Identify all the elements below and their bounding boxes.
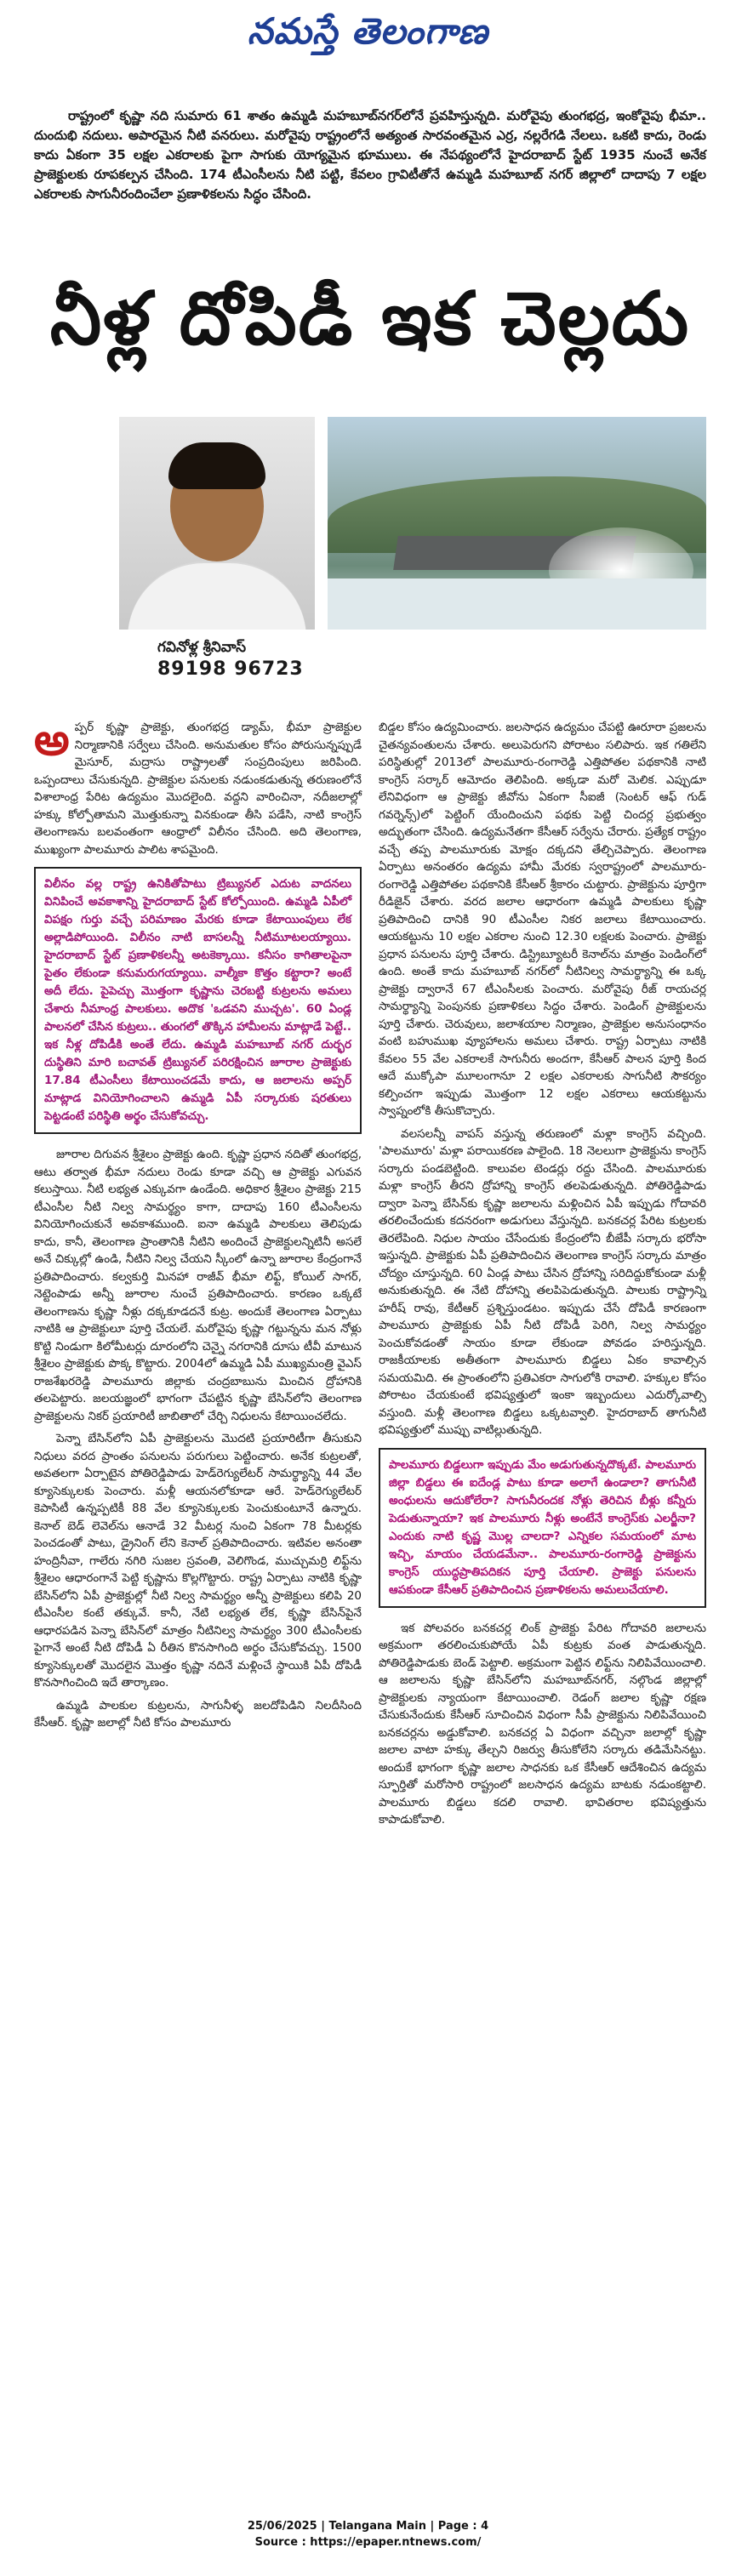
author-byline [157, 636, 345, 681]
right-paragraph-1: బిడ్డల కోసం ఉద్యమించారు. జలసాధన ఉద్యమం చేపట్టి ఊరూరా ప్రజలను చైతన్యవంతులను చేశారు. అలుపెరుగని పోరాటం సలిపారు. ఇక గతిలేని పరిస్థితుల్లో 2013లో పాలమూరు-రంగారెడ్డి ఎత్తిపోతల పథకానికి నాటి కాంగ్రెస్ సర్కార్ ఆమోదం తెలిపింది. అక్కడా మరో మెలిక. ఎప్పుడూ లేనివిధంగా ఆ ప్రాజెక్టు జీవోను ఏకంగా సీఐజీ (సెంటర్ ఆఫ్ గుడ్ గవర్నెన్స్)లో పెట్టింగ్ యేందించుని పథకు పెట్టి చిందర్ల ప్రభుత్వం అద్భుతంగా చేసింది. ఉద్యమనేతగా కేసీఆర్ సర్వేను చేరారు. ప్రత్యేక రాష్ట్రం వచ్చే తప్ప పాలమూరుకు మోక్షం దక్కదని తేల్చిచెప్పారు. తెలంగాణ ఏర్పాటు అనంతరం ఉద్యమ హామీ మేరకు స్వరాష్ట్రంలో పాలమూరు-రంగారెడ్డి ఎత్తిపోతల పథకానికి కేసీఆర్ శ్రీకారం చుట్టారు. ప్రాజెక్టును పూర్తిగా రీడిజైన్ చేశారు. వరద జలాల ఆధారంగా ఉమ్మడి పాలకులు కృష్ణా ప్రతిపాదించి దానికి 90 టీఎంసీల నికర జలాలు కేటాయించారు. ఆయకట్టును 10 లక్షల ఎకరాల నుంచి 12.30 లక్షలకు పెంచారు. ప్రాజెక్టు ప్రధాన పనులను పూర్తి చేశారు. డిస్ట్రిబ్యూటరీ కెనాల్‌ను మాత్రం పెండింగ్‌లో ఉంది. అంతే కాదు మహబూబ్ నగర్‌లో నీటినిల్వ సామర్థ్యాన్ని ఈ ఒక్క ప్రాజెక్టు ద్వారానే 67 టీఎంసీలకు పెంచారు. మరోవైపు రీజ్ రాయచర్ల సామర్థ్యాన్ని పెంపునకు ప్రణాళికలు సిద్ధం చేశారు. పెండింగ్ ప్రాజెక్టులను పూర్తి చేశారు. చెరువులు, జలాశయాల నిర్మాణం, ప్రాజెక్టుల అనుసంధానం వంటి బహుముఖ వ్యూహాలను అమలు చేశారు. రాష్ట్ర ఏర్పాటు నాటికి కేవలం 55 వేల ఎకరాలకే సాగునీరు అందగా, కేసీఆర్ పాలన పూర్తి కింద ఆదే ముక్కోపా మూలంగానూ 2 లక్షల ఎకరాలకు సాగునీటి సౌకర్యం కల్పించగా ఇప్పుడు మొత్తంగా 12 లక్షల ఎకరాలు ఆయకట్టును స్వాప్నంలోకి తీసుకొచ్చారు. [379, 721, 706, 1118]
left-paragraph-3: పెన్నా బేసిన్‌లోని ఏపీ ప్రాజెక్టులను మొదటి ప్రయారిటీగా తీసుకుని నిధులు వరద ప్రాంతం పనులను పరుగులు పెట్టించారు. అనేక కుట్రలతో, అవతలగా ఏర్పాటైన పోతిరెడ్డిపాడు హెడ్‌రెగ్యులేటర్ సామర్థ్యాన్ని 44 వేల క్యూసెక్కులకు పెంచారు. మళ్లీ ఆయనలోకూడా ఆరే. హెడ్‌రెగ్యులేటర్ కెపాసిటీ ఉన్నప్పటికీ 88 వేల క్యూసెక్కులకు పెంచుకుంటూనే ఉన్నారు. కెనాల్ బెడ్ లెవెల్‌ను ఆనాడే 32 మీటర్ల నుంచి ఏకంగా 78 మీటర్లకు పెంచడంతో పాటు, డ్రైనింగ్ లేని కెనాల్ ప్రతిపాదించారు. ఇటివల అనంతా హంద్రినీవా, గాలేరు నగిరి సుజల స్రవంతి, వెలిగొండ, ముచ్చుమర్రి లిఫ్ట్‌ను శ్రీశైలం ఆధారంగానే పెట్టి కృష్ణాను కొల్లగొట్టారు. రాష్ట్ర ఏర్పాటు నాటికి కృష్ణా బేసిన్‌లోని ఏపీ ప్రాజెక్టుల్లో నీటి నిల్వ సామర్థ్యం అన్నీ ప్రాజెక్టులు కలిపి 20 టీఎంసీల కంటే తక్కువే. కానీ, నేటి లభ్యత లేక, కృష్ణా బేసిన్‌పైనే ఆధారపడిన పెన్నా బేసిన్‌లో మాత్రం నీటినిల్వ సామర్థ్యం 300 టీఎంసీలకు పైగానే అంటే నీటి దోపిడీ ఏ రీతిన కొనసాగింది అర్థం చేసుకోవచ్చు. 1500 క్యూసెక్కులతో మొదలైన మొత్తం కృష్ణా నదినే మళ్లించే స్థాయికి ఏపీ దోపిడీ కొనసాగించింది ఇదే తార్కాణం. [34, 1432, 362, 1690]
dam-photo-water [328, 578, 706, 630]
author-photo [119, 417, 315, 630]
pull-quote-1: విలీనం వల్ల రాష్ట్ర ఉనికితోపాటు ట్రిబ్యునల్ ఎదుట వాదనలు వినిపించే అవకాశాన్ని హైదరాబాద్ స్టేట్ కోల్పోయింది. ఉమ్మడి ఏపీలో విపక్షం గుర్తు వచ్చే పరిమాణం మేరకు కూడా కేటాయింపులు లేక అల్లాడిపోయింది. విలీనం నాటి బాసలన్నీ నీటిమూటలయ్యాయి. హైదరాబాద్ స్టేట్ ప్రణాళికలన్నీ అటకెక్కాయి. కనీసం కాగితాలపైనా పైతం లేకుండా కనుమరుగయ్యాయి. వాల్మీకా కొత్తం కట్టారా? అంటే అదీ లేదు. పైపెచ్చు మొత్తంగా కృష్ణాను చెరబట్టి కుట్రలను అమలు చేశారు నీమాంధ్ర పాలకులు. అదొక 'ఒడవని ముచ్చట'. 60 ఏండ్ల పాలనలో చేసిన కుట్రలు.. తుంగలో తొక్కిన హామీలను మాట్లాడే పెట్టే.. ఇక నీళ్ల దోపిడీకి అంతే లేదు. ఉమ్మడి మహబూబ్ నగర్ దుర్భర దుస్థితిని మారి బచావత్ ట్రిబ్యునల్ పరిరక్షించిన జూరాల ప్రాజెక్టుకు 17.84 టీఎంసీలు కేటాయించడమే కాదు, ఆ జలాలను అప్పర్ మాట్లాడ వినియోగించాలని ఉమ్మడి ఏపీ సర్కారుకు షరతులు పెట్టడంటే పరిస్థితి అర్థం చేసుకోవచ్చు. [34, 867, 362, 1134]
footer-source-link[interactable]: Source : https://epaper.ntnews.com/ [254, 2536, 482, 2549]
left-paragraph-4: ఉమ్మడి పాలకుల కుట్రలను, సాగునీళ్ళ జలదోపిడిని నిలదీసింది కేసీఆర్. కృష్ణా జలాల్లో నీటి కోసం పాలమూరు [34, 1698, 362, 1730]
right-column [379, 719, 706, 1834]
author-phone: 89198 96723 [157, 658, 304, 680]
right-paragraph-3: ఇక పోలవరం బనకచర్ల లింక్ ప్రాజెక్టు పేరిట గోదావరి జలాలను అక్రమంగా తరలించుకుపోయే ఏపీ కుట్రకు వంత పాడుతున్నది. పోతిరెడ్డిపాడుకు బెండ్ పెట్టాలి. అక్రమంగా పెట్టిన లిఫ్ట్‌ను నిలిపివేయించాలి. ఆ జలాలను కృష్ణా బేసిన్‌లోని మహబూబ్‌నగర్, నల్గొండ జిల్లాల్లో ప్రాజెక్టులకు న్యాయంగా కేటాయించాలి. రెడంగ్ జలాల కృష్ణా రక్షణ చేసుకునేందుకు కేసీఆర్ సూచించిన విధంగా సీపీ ప్రాజెక్టును నిలిపివేయించి బనకచర్లను అడ్డుకోవాలి. బనకచర్ల ఏ విధంగా వచ్చినా జలాల్లో కృష్ణా జలాల వాటా హక్కు తేల్చని రిజర్వు తీసుకోలేని సర్కారు తడిమేసినట్టు. అందుకే భాగంగా కృష్ణా జలాల సాధనకు ఒక కేసీఆర్ ఆదేశించిన ఉద్యమ స్ఫూర్తితో మరోసారి రాష్ట్రంలో జలసాధన ఉద్యమ బాటకు నడుంకట్టాలి. పాలమూరు బిడ్డలు కదలి రావాలి. భావితరాల భవిష్యత్తును కాపాడుకోవాలి. [379, 1621, 706, 1827]
left-paragraph-1-text: ప్పర్ కృష్ణా ప్రాజెక్టు, తుంగభద్ర డ్యామ్, భీమా ప్రాజెక్టుల నిర్మాణానికి సర్వేలు చేసింది. అనుమతుల కోసం పోరుసున్నప్పుడే మైసూర్, మద్రాసు రాష్ట్రాలతో సంప్రదింపులు జరిపింది. ఒప్పందాలు చేసుకున్నది. ప్రాజెక్టుల పనులకు నడుంకడుతున్న తరుణంలోనే విశాలాంధ్ర పేరిట ఉద్యమం మొదలైంది. వద్దని వారించినా, నదీజలాల్లో హక్కు కోల్పోతామని మొత్తుకున్నా వినకుండా తీసి పడేసి, నాటి కాంగ్రెస్ తెలంగాణను బలవంతంగా ఆంధ్రాలో విలీనం చేసింది. అది తెలంగాణ, ముఖ్యంగా పాలమూరు పాలిట శాపమైంది. [34, 721, 362, 857]
article-headline: నీళ్ల దోపిడీ ఇక చెల్లదు [49, 276, 691, 362]
author-name: గవినోళ్ల శ్రీనివాస్ [157, 639, 247, 656]
right-paragraph-2: వలసలన్నీ వాపస్ వస్తున్న తరుణంలో మళ్లా కాంగ్రెస్ వచ్చింది. 'పాలమూరు' మళ్లా పరాయికరణ పాలైంది. 18 నెలలుగా ప్రాజెక్టును కాంగ్రెస్ సర్కారు పండబెట్టింది. కాలువల టెండర్లు రద్దు చేసింది. పాలమూరుకు మళ్లా కాంగ్రెస్ తీరని ద్రోహాన్ని కాంగ్రెస్ తలపెడుతున్నది. పోతిరెడ్డిపాడు ద్వారా పెన్నా బేసిన్‌కు కృష్ణా జలాలను మళ్లించిన ఏపీ ఇప్పుడు గోదావరి తరలించేందుకు కదనరంగా అడుగులు వేస్తున్నది. బనకచర్ల పేరిట కుట్రలకు తెరలేపింది. నిధుల సాయం చేసేందుకు కేంద్రంలోని బీజేపీ సర్కారు భరోసా ఇస్తున్నది. ప్రాజెక్టుకు ఏపీ ప్రతిపాదించిన తెలంగాణ కాంగ్రెస్ సర్కారు మాత్రం చోద్యం చూస్తున్నది. 60 ఏండ్ల పాటు చేసిన ద్రోహాన్ని సరిదిద్దుకోకుండా మళ్లీ అనుకుతున్నది. ఈ నేటి దోహాన్ని తలపిపెడుతున్నది. పాలుకు రాష్ట్రాన్ని హరీష్ రావు, కేటీఆర్ ప్రశ్నిస్తుండటం. ఇప్పుడు చేసే దోపిడీ కారణంగా పాలమూరు ప్రాజెక్టుకు ఏపీ నీటి దోపిడీ పెరిగి, నిల్వ సామర్థ్యం పెంచుకోవడంతో సాయం కూడా లేకుండా పోవడం హరిస్తున్నది. రాజకీయాలకు అతీతంగా పాలమూరు బిడ్డలు ఏకం కావాల్సిన సమయమిది. ఈ ప్రాంతంలోని ప్రతిఎకరా సాగులోకి రావాలి. హక్కుల కోసం పోరాటం చేయకుంటే భవిష్యత్తులో ఇంకా ఇబ్బందులు ఎదుర్కోవాల్సి వస్తుంది. మళ్లీ తెలంగాణ బిడ్డలు ఒక్కటవ్వాలి. హైదరాబాద్ తాగునీటి భవిష్యత్తులో ముప్పు వాటిల్లుతున్నది. [379, 1126, 706, 1437]
author-photo-shirt [128, 561, 306, 630]
page-footer [0, 2518, 736, 2550]
dam-photo [328, 417, 706, 630]
author-photo-hair [168, 442, 265, 489]
intro-paragraph [34, 106, 706, 204]
left-paragraph-2: జూరాల దిగువన శ్రీశైలం ప్రాజెక్టు ఉంది. కృష్ణా ప్రధాన నదితో తుంగభద్ర, ఆటు తర్వాత భీమా నదులు రెండు కూడా వచ్చి ఆ ప్రాజెక్టు ఎగువన కలుస్తాయి. నీటి లభ్యత ఎక్కువగా ఉండేంది. అధికార శ్రీశైలం ప్రాజెక్టు 215 టీఎంసీల నీటి నిల్వ సామర్థ్యం కాగా, దాదాపు 160 టీఎంసీలను వినియోగించుకునే అవకాశముంది. ఐనా ఉమ్మడి పాలకులు తెలిపుడు కాదు, కానీ, తెలంగాణ ప్రాంతానికి నీటిని అందించే ప్రాజెక్టులన్నిటినీ అసలే అనే చిక్కుల్లో ఉండి, నీటిని నిల్వ చేయని స్కీంలో ఉన్నా జూరాల కేంద్రంగానే ప్రతిపాదించారు. కల్వకుర్తి మినహా రాజీవ్ భీమా లిఫ్ట్, కోయిల్ సాగర్, నెట్టెంపాడు అన్నీ జూరాల నుంచే ప్రతిపాదించారు. కారణం ఒక్కటే తెలంగాణను కృష్ణా నీళ్లు దక్కకూడదనే కుట్ర. అందుకే తెలంగాణ ఏర్పాటు నాటికి ఆ ప్రాజెక్టులూ పూర్తి చేయలే. మరోవైపు కృష్ణా గట్టున్నను మన నోళ్లు కొట్టి నిండుగా కిలోమీటర్లు దూరంలోని చెన్నై నగరానికి దూసు టీవీ మాటున శ్రీశైలం ప్రాజెక్టుకు పొక్క కొట్టారు. 2004లో ఉమ్మడి ఏపీ ముఖ్యమంత్రి వైఎస్ రాజశేఖరరెడ్డి పాలమూరు జిల్లాకు చంద్రబాబును మించిన ద్రోహానికి తలపెట్టారు. జలయజ్ఞంలో భాగంగా చేపట్టిన కృష్ణా బేసిన్‌లోని తెలంగాణ ప్రాజెక్టులను నికర్ ప్రయారిటీ జాబితాలో చేర్చి నిధులను కేటాయించలేదు. [34, 1148, 362, 1423]
intro-text: రాష్ట్రంలో కృష్ణా నది సుమారు 61 శాతం ఉమ్మడి మహబూబ్‌నగర్‌లోనే ప్రవహిస్తున్నది. మరోవైపు తుంగభద్ర, ఇంకోవైపు భీమా.. దుందుభి నదులు. అపారమైన నీటి వనరులు. మరోవైపు రాష్ట్రంలోనే అత్యంత సారవంతమైన ఎర్ర, నల్లరేగడి నేలలు. ఒకటి కాదు, రెండు కాదు ఏకంగా 35 లక్షల ఎకరాలకు పైగా సాగుకు యోగ్యమైన భూములు. ఈ నేపథ్యంలోనే హైదరాబాద్ స్టేట్ 1935 నుంచే అనేక ప్రాజెక్టులకు రూపకల్పన చేసింది. 174 టీఎంసీలను నీటి పట్టి, కేవలం గ్రావిటీతోనే ఉమ్మడి మహబూబ్ నగర్ జిల్లాలో దాదాపు 7 లక్షల ఎకరాలకు సాగునీరందించేలా ప్రణాళికలను సిద్ధం చేసింది. [34, 108, 706, 202]
newspaper-logo[interactable]: నమస్తే తెలంగాణ [247, 10, 489, 52]
footer-edition-info: 25/06/2025 | Telangana Main | Page : 4 [247, 2520, 489, 2533]
drop-cap: అ [34, 715, 70, 766]
left-paragraph-1 [34, 715, 362, 858]
masthead [0, 5, 736, 58]
article-body [34, 715, 706, 2471]
pull-quote-2: పాలమూరు బిడ్డలుగా ఇప్పుడు మేం అడుగుతున్నదొక్కటే. పాలమూరు జిల్లా బిడ్డలు ఈ ఐదేండ్ల పాటు కూడా అలాగే ఉండాలా? తాగునీటి అంధులను ఆదుకోలేరా? సాగునీరందక నోళ్లు తెరిచిన బీళ్లు కన్నీరు పెడుతున్నాయా? ఇక పాలమూరు నీళ్లు అంటేనే కాంగ్రెస్‌కు ఎలర్జీనా? ఎందుకు నాటి కృష్ణ మొల్ల చాలదా? ఎన్నికల సమయంలో మాట ఇచ్చి, మాయం చేయడమేనా.. పాలమూరు-రంగారెడ్డి ప్రాజెక్టును కాంగ్రెస్ యుద్ధప్రాతిపదికన పూర్తి చేయాలి. ప్రాజెక్టు పనులను ఆపకుండా కేసీఆర్ ప్రతిపాదించిన ప్రణాళికలను అమలుచేయాలి. [379, 1448, 706, 1608]
left-column [34, 715, 362, 1737]
